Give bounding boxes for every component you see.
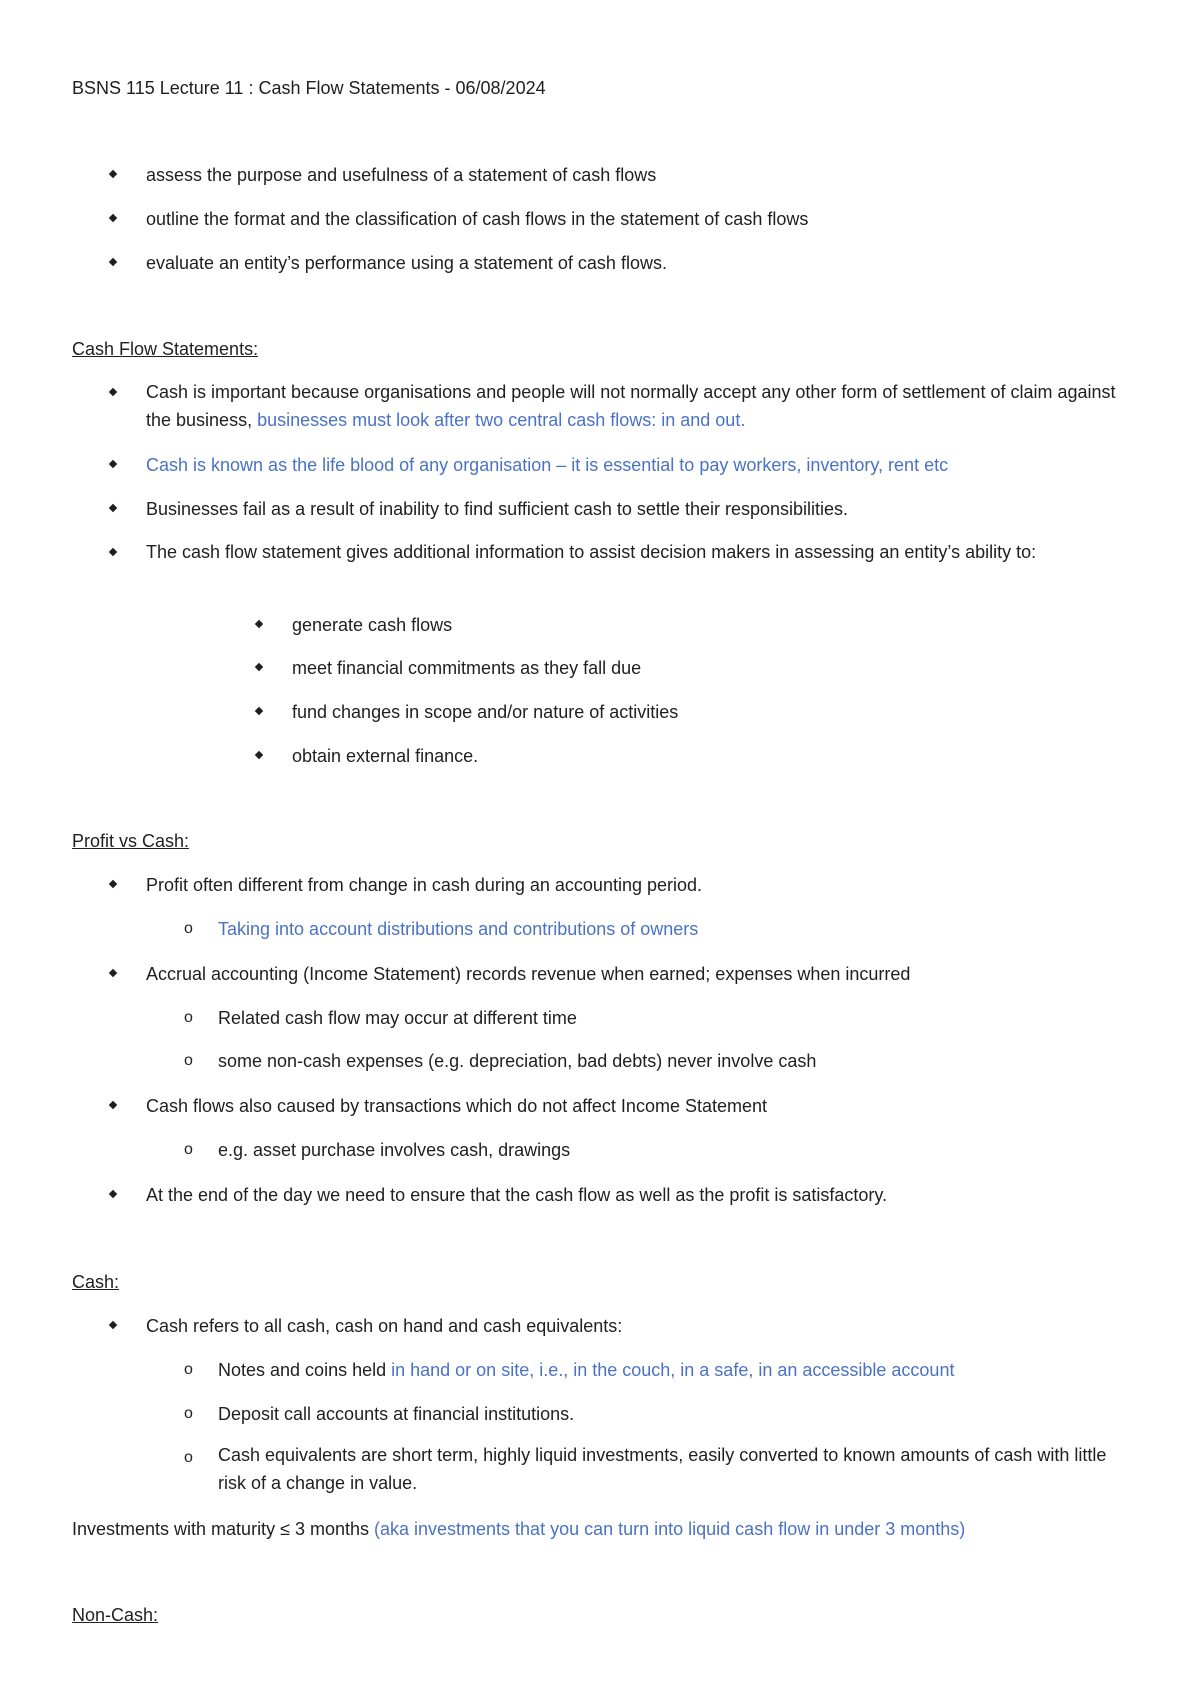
pvc-bullet-3: Cash flows also caused by transactions which do not affect Income Statement — [146, 1096, 767, 1116]
investments-line — [72, 1518, 965, 1540]
cash-subitem-2: Deposit call accounts at financial institutions. — [218, 1404, 575, 1424]
pvc-bullet-1: Profit often different from change in cash during an accounting period. — [146, 875, 703, 895]
circle-bullet-icon: o — [184, 920, 193, 937]
cfs-bullet-1 — [146, 378, 1136, 434]
cfs-subitem: meet financial commitments as they fall due — [292, 658, 642, 678]
circle-bullet-icon: o — [184, 1361, 193, 1378]
pvc-subitem: Related cash flow may occur at different time — [218, 1008, 577, 1028]
objective-item: outline the format and the classification of cash flows in the statement of cash flows — [146, 209, 809, 229]
bullet-icon — [109, 969, 117, 977]
bullet-icon — [255, 707, 263, 715]
bullet-icon — [109, 258, 117, 266]
objective-item: evaluate an entity’s performance using a statement of cash flows. — [146, 253, 667, 273]
section-heading-cash: Cash: — [72, 1272, 120, 1292]
bullet-icon — [109, 388, 117, 396]
pvc-subitem: e.g. asset purchase involves cash, drawings — [218, 1140, 571, 1160]
bullet-icon — [109, 504, 117, 512]
cfs-bullet-1-note: businesses must look after two central cash flows: in and out. — [257, 410, 746, 430]
cfs-bullet-4: The cash flow statement gives additional information to assist decision makers in assessing an entity’s ability to: — [146, 542, 1037, 562]
cfs-subitem: generate cash flows — [292, 615, 453, 635]
cfs-bullet-1-text: Cash is important because organisations and people will not normally accept any other form of settlement of claim against the business, — [146, 382, 1116, 430]
cash-subitem-1-text: Notes and coins held — [218, 1360, 392, 1380]
section-heading-cash-flow-statements: Cash Flow Statements: — [72, 339, 259, 359]
circle-bullet-icon: o — [184, 1009, 193, 1026]
cash-subitem-3: Cash equivalents are short term, highly liquid investments, easily converted to known amounts of cash with little risk of a change in value. — [218, 1445, 1107, 1493]
bullet-icon — [255, 620, 263, 628]
circle-bullet-icon: o — [184, 1449, 193, 1466]
cfs-bullet-2: Cash is known as the life blood of any organisation – it is essential to pay workers, inventory, rent etc — [146, 455, 949, 475]
page-title: BSNS 115 Lecture 11 : Cash Flow Statements - 06/08/2024 — [72, 78, 546, 98]
bullet-icon — [109, 880, 117, 888]
bullet-icon — [255, 663, 263, 671]
bullet-icon — [109, 214, 117, 222]
objective-item: assess the purpose and usefulness of a statement of cash flows — [146, 165, 657, 185]
cfs-subitem: fund changes in scope and/or nature of activities — [292, 702, 679, 722]
bullet-icon — [109, 170, 117, 178]
bullet-icon — [255, 751, 263, 759]
circle-bullet-icon: o — [184, 1141, 193, 1158]
pvc-subitem: Taking into account distributions and contributions of owners — [218, 919, 699, 939]
pvc-bullet-4: At the end of the day we need to ensure that the cash flow as well as the profit is satisfactory. — [146, 1185, 888, 1205]
investments-note: (aka investments that you can turn into liquid cash flow in under 3 months) — [373, 1519, 966, 1539]
cfs-subitem: obtain external finance. — [292, 746, 479, 766]
circle-bullet-icon: o — [184, 1405, 193, 1422]
circle-bullet-icon: o — [184, 1052, 193, 1069]
section-heading-profit-vs-cash: Profit vs Cash: — [72, 831, 190, 851]
bullet-icon — [109, 548, 117, 556]
bullet-icon — [109, 460, 117, 468]
bullet-icon — [109, 1101, 117, 1109]
cfs-bullet-3: Businesses fail as a result of inability to find sufficient cash to settle their responsibilities. — [146, 499, 849, 519]
pvc-bullet-2: Accrual accounting (Income Statement) records revenue when earned; expenses when incurred — [146, 964, 911, 984]
pvc-subitem: some non-cash expenses (e.g. depreciation, bad debts) never involve cash — [218, 1051, 817, 1071]
section-heading-non-cash: Non-Cash: — [72, 1605, 159, 1625]
bullet-icon — [109, 1190, 117, 1198]
cash-bullet-1: Cash refers to all cash, cash on hand and cash equivalents: — [146, 1316, 623, 1336]
cash-subitem-1-note: in hand or on site, i.e., in the couch, in a safe, in an accessible account — [391, 1360, 955, 1380]
bullet-icon — [109, 1321, 117, 1329]
investments-text: Investments with maturity ≤ 3 months — [72, 1519, 374, 1539]
cash-subitem-1 — [218, 1359, 954, 1381]
